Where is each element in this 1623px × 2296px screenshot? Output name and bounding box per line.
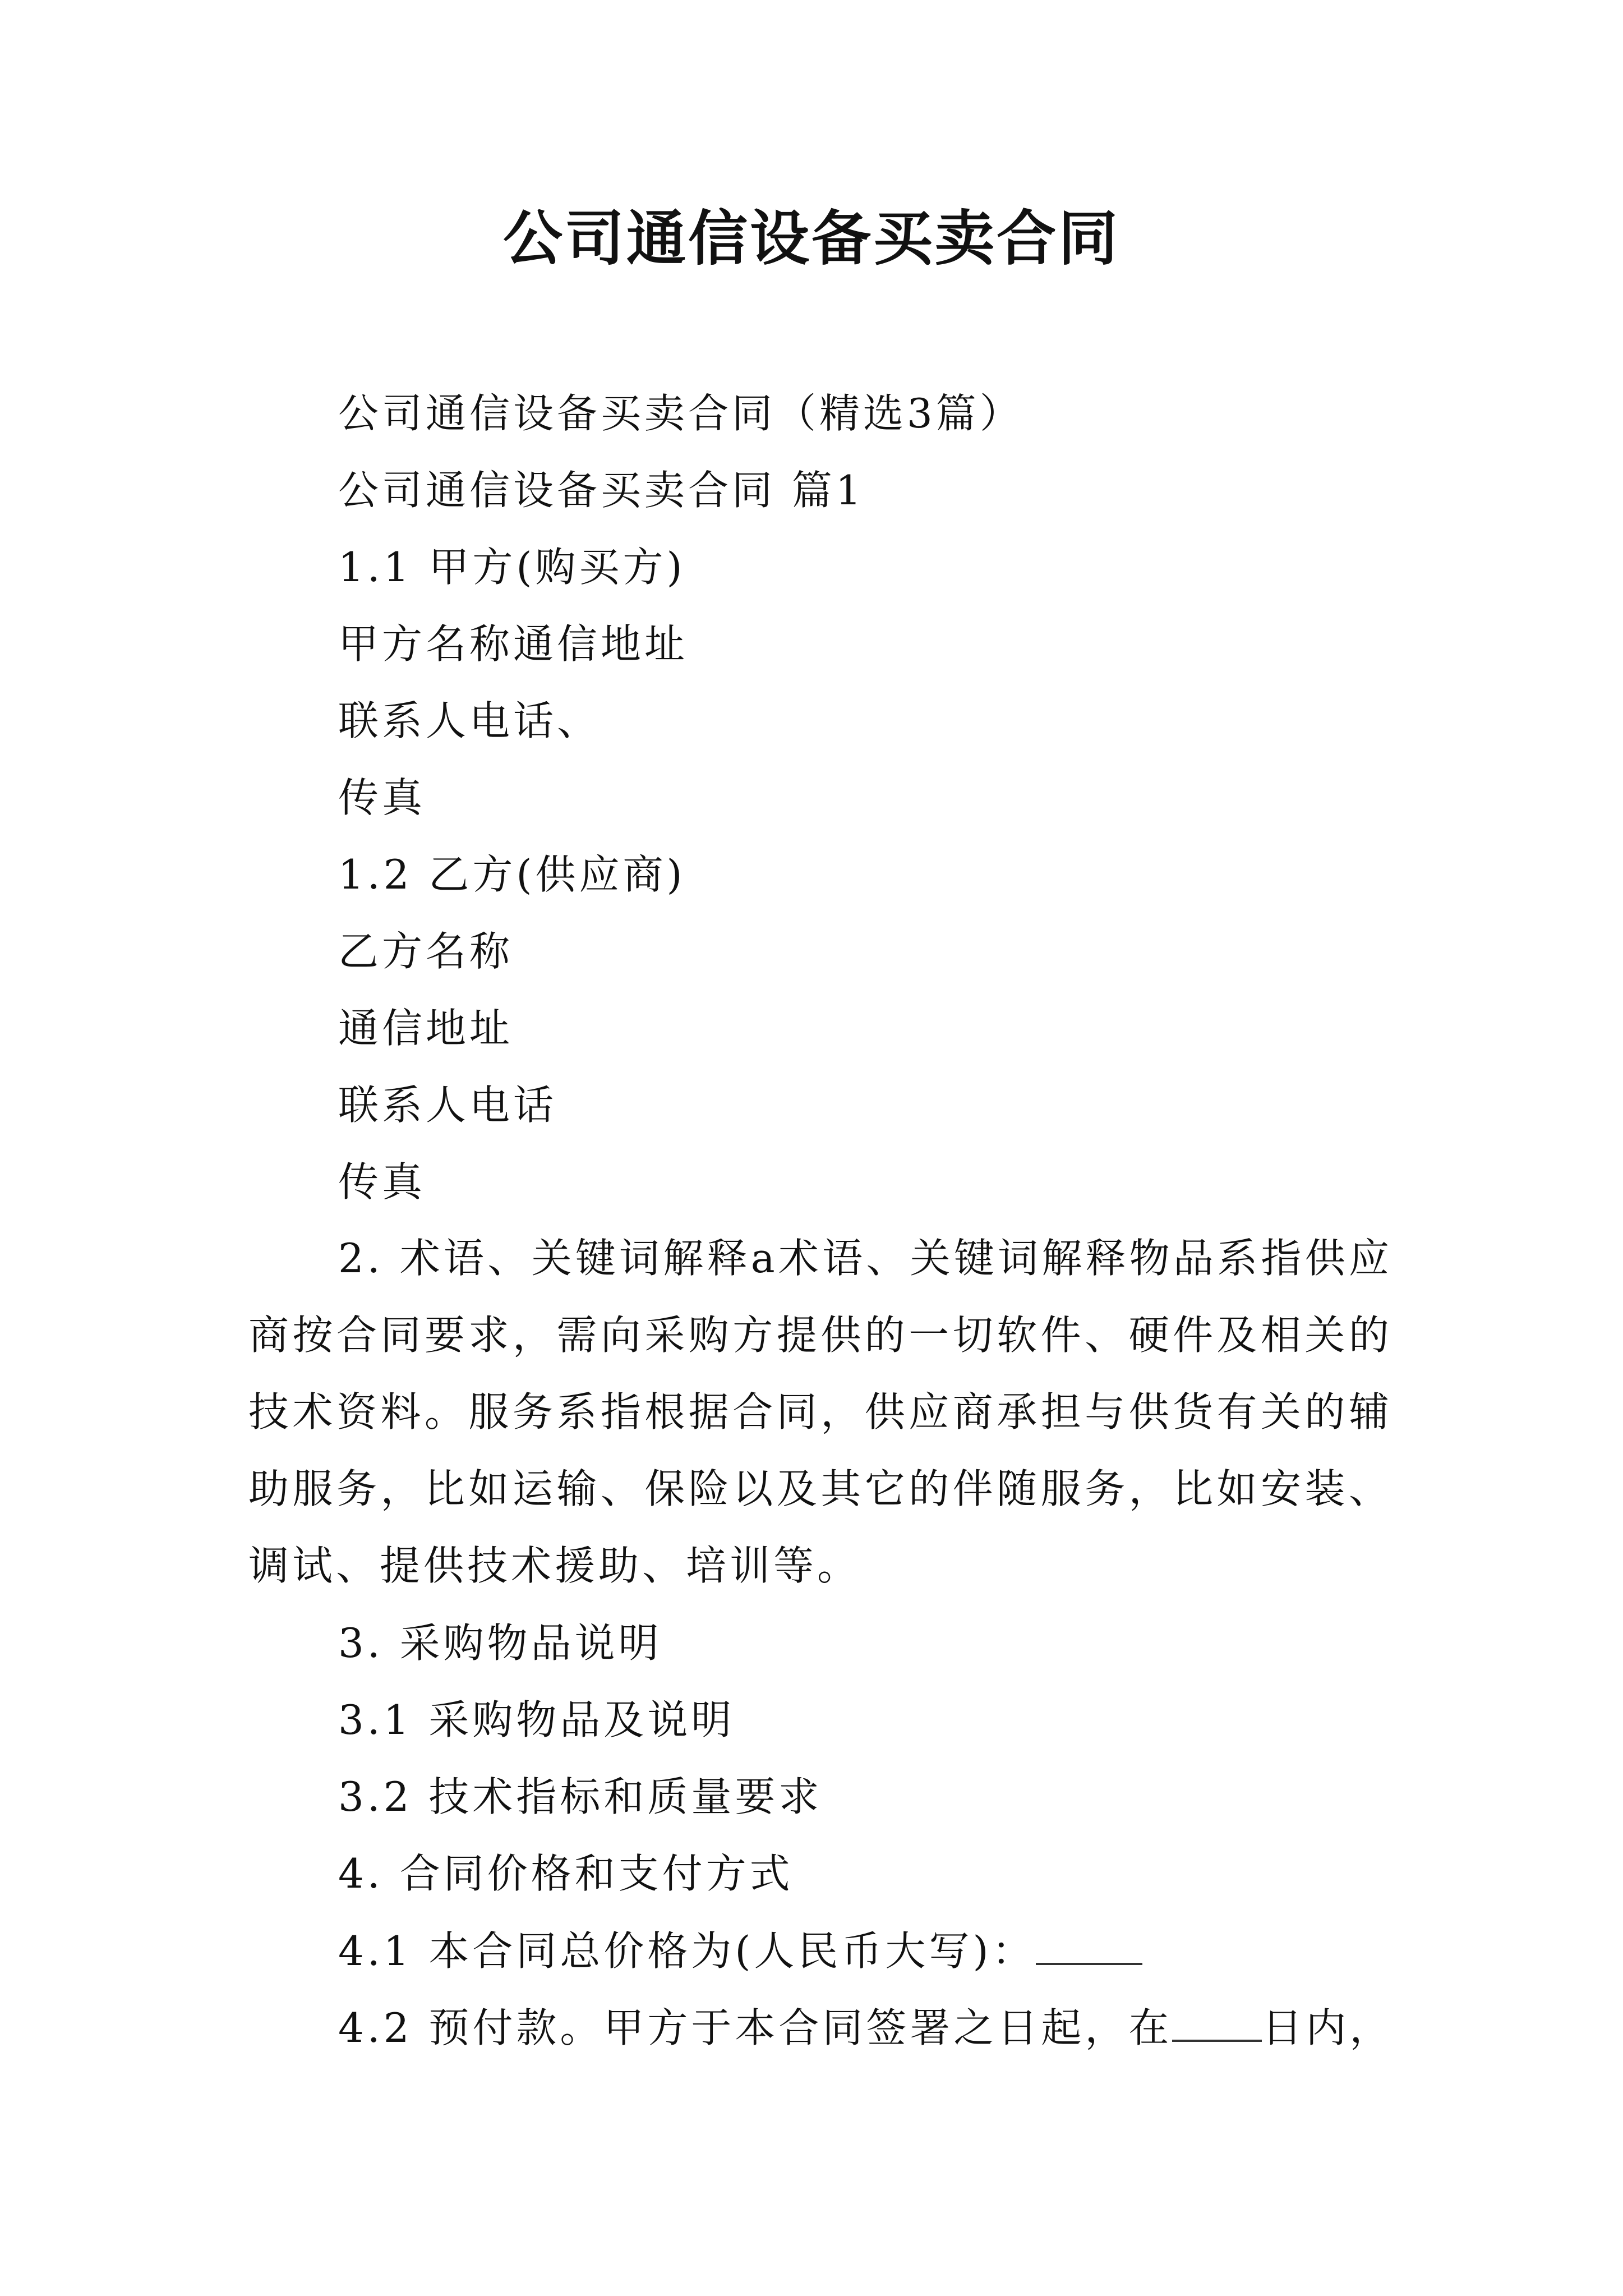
clause-1-2-party-b: 1.2 乙方(供应商) bbox=[338, 851, 686, 898]
party-b-contact-phone: 联系人电话 bbox=[338, 1082, 557, 1129]
clause-4-1-text: 4.1 本合同总价格为(人民币大写)： bbox=[338, 1927, 1036, 1975]
clause-4-2-advance-payment bbox=[338, 1999, 1393, 2056]
party-a-name-address: 甲方名称通信地址 bbox=[338, 620, 689, 668]
party-b-fax: 传真 bbox=[338, 1158, 426, 1205]
clause-3-goods-description: 3. 采购物品说明 bbox=[338, 1619, 662, 1667]
clause-4-price-payment: 4. 合同价格和支付方式 bbox=[338, 1850, 794, 1897]
clause-2-terms-definitions: 2. 术语、关键词解释a术语、关键词解释物品系指供应商按合同要求，需向采购方提供的一切软件、硬件及相关的技术资料。服务系指根据合同，供应商承担与供货有关的辅助服务，比如运输、保险以及其它的伴随服务，比如安装、调试、提供技术援助、培训等。 bbox=[248, 1235, 1393, 1589]
document-title: 公司通信设备买卖合同 bbox=[503, 203, 1120, 273]
clause-4-2-text-start: 4.2 预付款。甲方于本合同签署之日起，在 bbox=[338, 2004, 1173, 2051]
clause-3-2-technical-quality: 3.2 技术指标和质量要求 bbox=[338, 1773, 823, 1820]
days-blank bbox=[1172, 1999, 1262, 2042]
party-b-address: 通信地址 bbox=[338, 1005, 514, 1052]
party-a-contact-phone: 联系人电话、 bbox=[338, 697, 601, 744]
section-heading-part-1: 公司通信设备买卖合同 篇1 bbox=[338, 467, 865, 514]
clause-3-1-goods-and-description: 3.1 采购物品及说明 bbox=[338, 1696, 735, 1743]
party-b-name: 乙方名称 bbox=[338, 928, 514, 975]
total-price-blank bbox=[1036, 1922, 1142, 1965]
clause-4-2-text-end: 日内， bbox=[1262, 2004, 1394, 2051]
clause-4-1-total-price bbox=[338, 1922, 1142, 1979]
subtitle-selected-3: 公司通信设备买卖合同（精选3篇） bbox=[338, 390, 1023, 437]
clause-1-1-party-a: 1.1 甲方(购买方) bbox=[338, 544, 686, 591]
party-a-fax: 传真 bbox=[338, 774, 426, 821]
